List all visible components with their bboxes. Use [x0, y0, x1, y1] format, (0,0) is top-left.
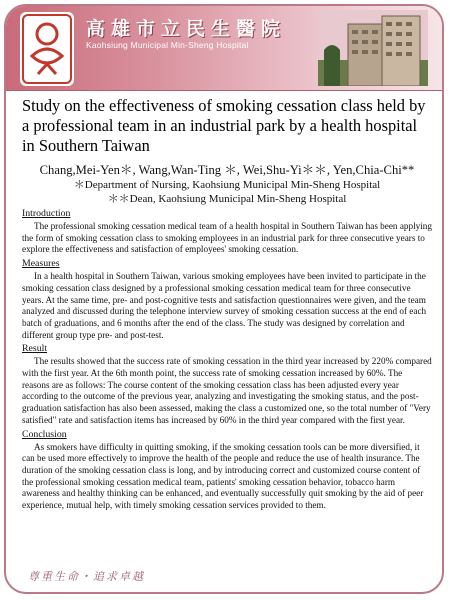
section-heading-introduction: Introduction [22, 208, 71, 219]
header-banner [6, 6, 442, 91]
section-heading-conclusion: Conclusion [22, 428, 67, 440]
section-text-result: The results showed that the success rate of smoking cessation in the third year increased by 220% compared with the first year. At the 6th month point, the success rate of smoking cessation increased by 60%. The reasons are as follows: The course content of the smoking cessation class has been adjusted every year according to the outcome of the previous year, analyzing and investigating the smoking status, and the post-graduation satisfaction has also been assessed, making the class a customized one, so the total number of "Very satisfied" rate and satisfaction items has increased by 60% in the third year compared with the first year. [22, 356, 432, 425]
footer-slogan: 尊重生命・追求卓越 [28, 570, 145, 583]
section-text-introduction: The professional smoking cessation medical team of a health hospital in Southern Taiwan has been applying the form of smoking cessation class to smoking employees in an industrial park for three consecutive years to explore the effectiveness and satisfaction of employees' smoking cessation. [22, 221, 432, 255]
section-text-measures: In a health hospital in Southern Taiwan, various smoking employees have been invited to participate in the smoking cessation class designed by a professional smoking cessation medical team for three consecutive years. At the same time, pre- and post-cognitive tests and satisfaction questionnaires were given, and the team analyzed and discussed during the telephone interview survey of smoking cessation success at the end of each batch of graduations, and 6 months after the end of the class. The study was designed by correlation and different group type pre- and post-test. [22, 271, 427, 340]
hospital-name-en: Kaohsiung Municipal Min-Sheng Hospital [86, 40, 249, 50]
affiliation-1: ＊Department of Nursing, Kaohsiung Municipal Min-Sheng Hospital [73, 179, 381, 191]
poster-content [22, 96, 432, 512]
section-heading-measures: Measures [22, 258, 60, 270]
affiliation-2: ＊＊Dean, Kaohsiung Municipal Min-Sheng Hospital [107, 193, 347, 205]
paper-title: Study on the effectiveness of smoking cessation class held by a professional team in an industrial park by a health hospital in Southern Taiwan [22, 96, 426, 155]
section-text-conclusion: As smokers have difficulty in quitting smoking, if the smoking cessation tools can be more diversified, it can be used more effectively to improve the health of the people and reduce the use of health insurance. The duration of the smoking cessation class is long, and by introducing correct and customized course content of the professional smoking cessation medical team, patients' smoking cessation behavior, tobacco harm awareness and healthy thinking can be enhanced, and eventually successfully quit smoking by the aid of peer experience, mutual help, with timely smoking cessation services provided to them. [22, 441, 424, 511]
hospital-name-cn: 高雄市立民生醫院 [86, 18, 287, 40]
section-heading-result: Result [22, 343, 48, 355]
poster-frame [4, 4, 444, 594]
authors-line: Chang,Mei-Yen＊, Wang,Wan-Ting ＊, Wei,Shu-Yi＊＊, Yen,Chia-Chi** [39, 163, 415, 177]
hospital-building-icon [318, 10, 428, 86]
hospital-logo-icon [20, 12, 74, 86]
